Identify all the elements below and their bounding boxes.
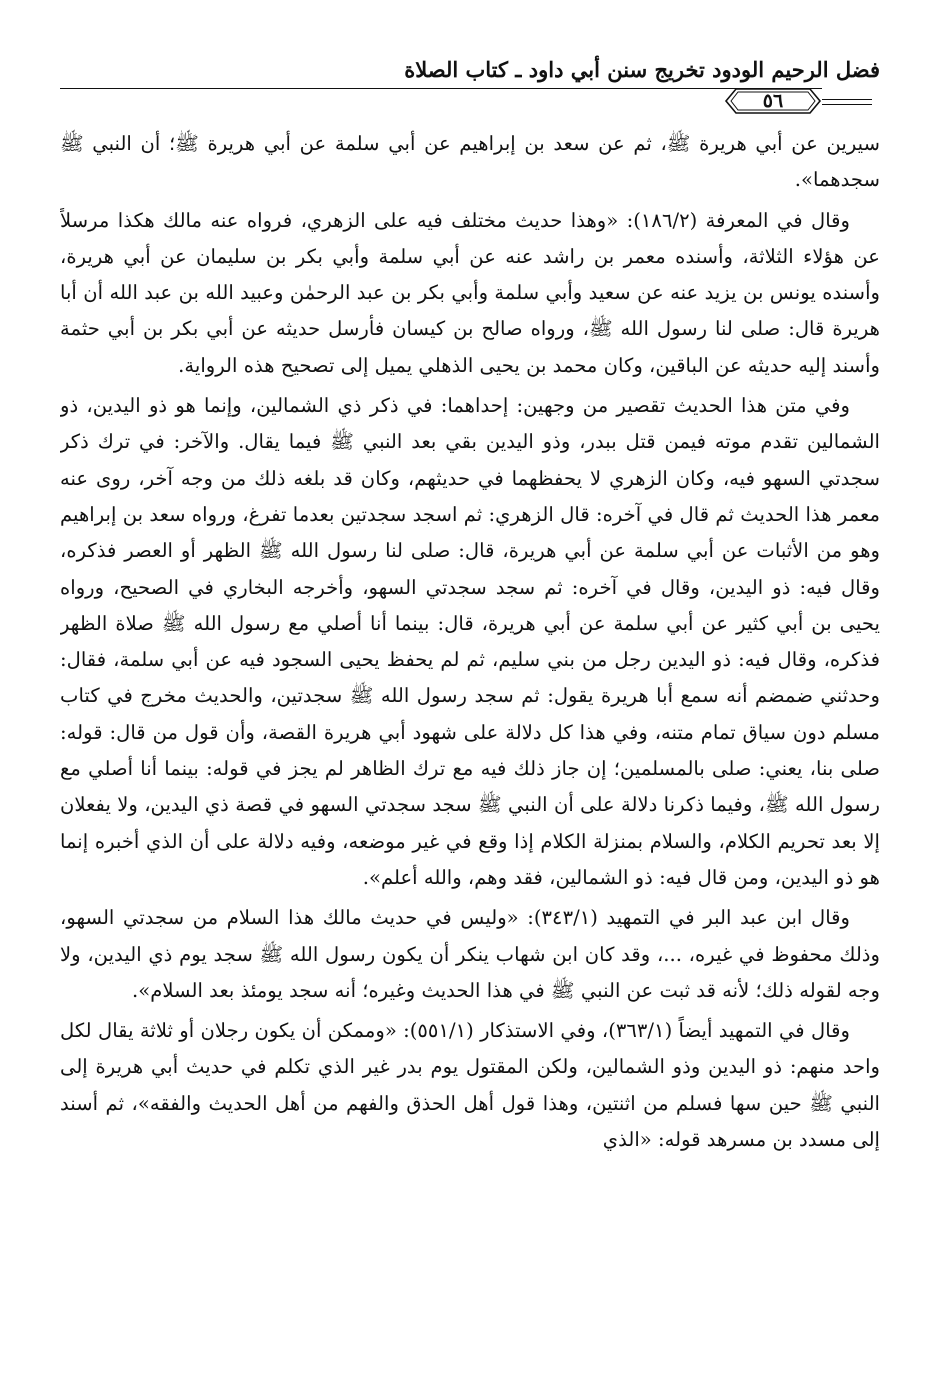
paragraph-1: سيرين عن أبي هريرة ﷺ، ثم عن سعد بن إبراهيم عن أبي سلمة عن أبي هريرة ﷺ؛ أن النبي ﷺ سجدهما». — [60, 132, 880, 192]
header-double-rule — [822, 99, 872, 105]
header-rule — [60, 88, 822, 89]
paragraph-5: وقال في التمهيد أيضاً (٣٦٣/١)، وفي الاستذكار (٥٥١/١): «وممكن أن يكون رجلان أو ثلاثة يقال لكل واحد منهم: ذو اليدين وذو الشمالين، ولكن المقتول يوم بدر غير الذي تكلم في حديث أبي هريرة إلى النبي ﷺ حين سها فسلم من اثنتين، وهذا قول أهل الحذق والفهم من أهل الحديث والفقه»، ثم أسند إلى مسدد بن مسرهد قوله: «الذي — [60, 1019, 880, 1152]
paragraph-3: وفي متن هذا الحديث تقصير من وجهين: إحداهما: في ذكر ذي الشمالين، وإنما هو ذو اليدين، ذو الشمالين تقدم موته فيمن قتل ببدر، وذو اليدين بقي بعد النبي ﷺ فيما يقال. والآخر: في ترك ذكر سجدتي السهو فيه، وكان الزهري لا يحفظهما في حديثهم، وكان قد بلغه ذلك من وجه آخر، روى عنه معمر هذا الحديث ثم قال في آخره: قال الزهري: ثم اسجد سجدتين بعدما تفرغ، ورواه سعد بن إبراهيم وهو من الأثبات عن أبي سلمة عن أبي هريرة، قال: صلى لنا رسول الله ﷺ الظهر أو العصر فذكره، وقال فيه: ذو اليدين، وقال في آخره: ثم سجد سجدتي السهو، وأخرجه البخاري في الصحيح، ورواه يحيى بن أبي كثير عن أبي سلمة عن أبي هريرة، قال: بينما أنا أصلي مع رسول الله ﷺ صلاة الظهر فذكره، وقال فيه: ذو اليدين رجل من بني سليم، ثم لم يحفظ يحيى السجود فيه عن أبي سلمة، فقال: وحدثني ضمضم أنه سمع أبا هريرة يقول: ثم سجد رسول الله ﷺ سجدتين، والحديث مخرج في كتاب مسلم دون سياق تمام متنه، وفي هذا كل دلالة على شهود أبي هريرة القصة، وأن قول من قال: قوله: صلى بنا، يعني: صلى بالمسلمين؛ إن جاز ذلك فيه مع ترك الظاهر لم يجز في قوله: بينما أنا أصلي مع رسول الله ﷺ، وفيما ذكرنا دلالة على أن النبي ﷺ سجد سجدتي السهو في قصة ذي اليدين، ولا يفعلان إلا بعد تحريم الكلام، والسلام بمنزلة الكلام إذا وقع في غير موضعه، وفيه دلالة على أن الذي أخبره إنما هو ذو اليدين، ومن قال فيه: ذو الشمالين، فقد وهم، والله أعلم». — [60, 394, 880, 889]
running-head — [60, 52, 880, 86]
paragraph-4: وقال ابن عبد البر في التمهيد (٣٤٣/١): «وليس في حديث مالك هذا السلام من سجدتي السهو، وذلك محفوظ في غيره، ...، وقد كان ابن شهاب ينكر أن يكون رسول الله ﷺ سجد يوم ذي اليدين، ولا وجه لقوله ذلك؛ لأنه قد ثبت عن النبي ﷺ في هذا الحديث وغيره؛ أنه سجد يومئذ بعد السلام». — [60, 906, 880, 1002]
page-number-ornament — [724, 85, 822, 117]
page-number: ٥٦ — [762, 90, 784, 112]
body-text — [60, 126, 880, 1366]
paragraph-2: وقال في المعرفة (١٨٦/٢): «وهذا حديث مختلف فيه على الزهري، فرواه عنه مالك هكذا مرسلاً عن هؤلاء الثلاثة، وأسنده معمر بن راشد عنه عن أبي سلمة وأبي بكر بن سليمان عن أبي هريرة، وأسنده يونس بن يزيد عنه عن سعيد وأبي سلمة وأبي بكر بن عبد الرحمٰن وعبيد الله بن عبد الله أن أبا هريرة قال: صلى لنا رسول الله ﷺ، ورواه صالح بن كيسان فأرسل حديثه عن أبي بكر بن أبي حثمة وأسند إليه حديثه عن الباقين، وكان محمد بن يحيى الذهلي يميل إلى تصحيح هذه الرواية. — [60, 208, 880, 377]
running-title: فضل الرحيم الودود تخريج سنن أبي داود ـ كتاب الصلاة — [404, 56, 880, 82]
